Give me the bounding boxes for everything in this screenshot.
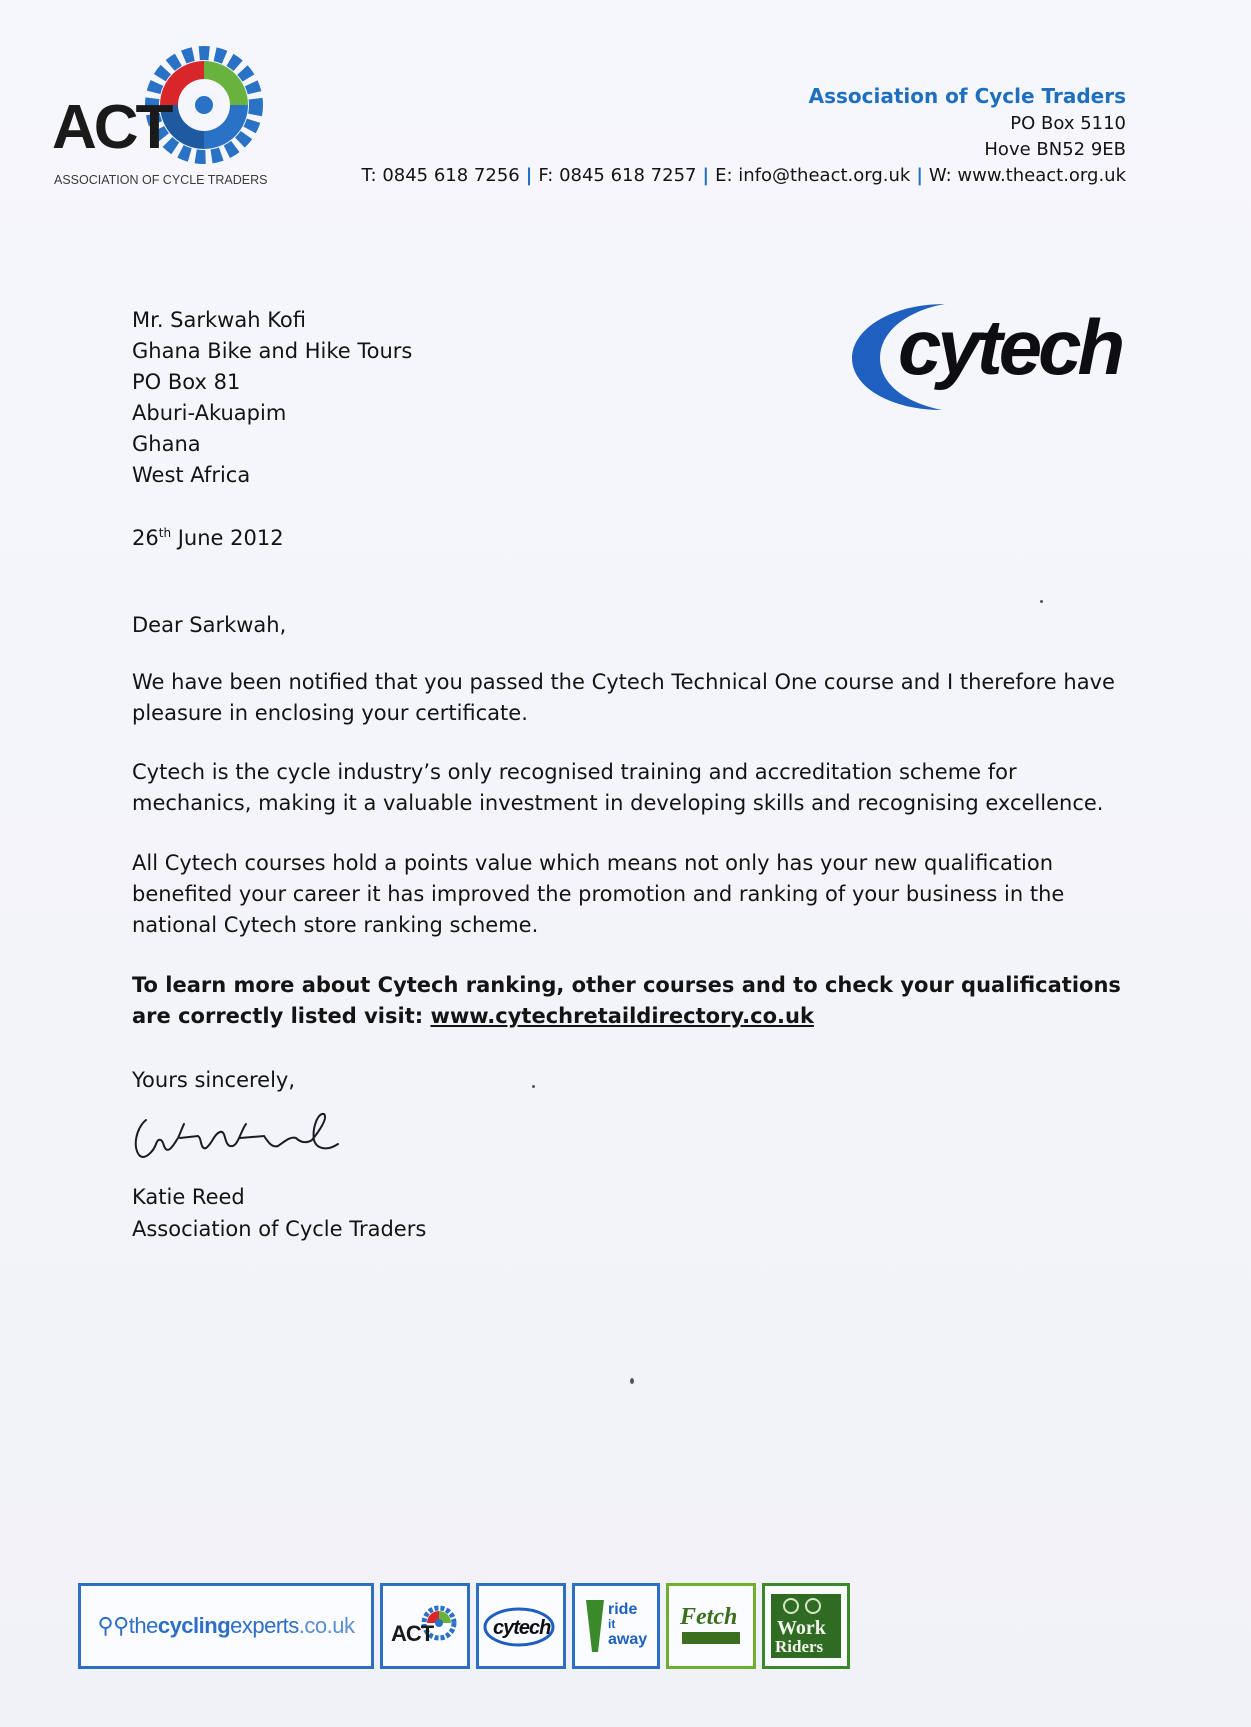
signature bbox=[128, 1108, 358, 1168]
fetch-text: Fetch bbox=[680, 1604, 738, 1630]
date-suffix: th bbox=[158, 526, 172, 540]
header-city: Hove BN52 9EB bbox=[984, 139, 1126, 160]
header-telephone: T: 0845 618 7256 bbox=[361, 165, 520, 186]
ride-it-away-icon bbox=[578, 1594, 654, 1658]
date-day: 26 bbox=[132, 526, 159, 550]
paragraph-4-text: To learn more about Cytech ranking, other courses and to check your qualifications are correctly listed visit: bbox=[132, 973, 1121, 1028]
footer-cycling-experts-logo[interactable] bbox=[78, 1583, 374, 1669]
header-web[interactable]: W: www.theact.org.uk bbox=[928, 165, 1126, 186]
header-contact-line bbox=[362, 163, 1126, 189]
header-fax: F: 0845 618 7257 bbox=[538, 165, 697, 186]
paragraph-4 bbox=[132, 970, 1132, 1032]
recipient-name: Mr. Sarkwah Kofi bbox=[132, 308, 306, 332]
closing: Yours sincerely, bbox=[132, 1068, 296, 1092]
signer-org: Association of Cycle Traders bbox=[132, 1217, 427, 1241]
signer-block bbox=[132, 1182, 426, 1246]
header-po-box: PO Box 5110 bbox=[1010, 113, 1126, 134]
separator: | bbox=[702, 165, 710, 186]
date-rest: June 2012 bbox=[177, 526, 284, 550]
experts-suffix: experts bbox=[230, 1613, 299, 1638]
letter-date bbox=[132, 518, 284, 554]
scan-speck bbox=[1040, 600, 1043, 603]
recipient-company: Ghana Bike and Hike Tours bbox=[132, 339, 413, 363]
experts-bold: cycling bbox=[157, 1613, 231, 1638]
cytech-small-logo bbox=[481, 1601, 561, 1651]
scan-speck bbox=[532, 1085, 535, 1088]
cytech-small-text: cytech bbox=[493, 1617, 551, 1639]
signer-name: Katie Reed bbox=[132, 1185, 245, 1209]
paragraph-3: All Cytech courses hold a points value which means not only has your new qualification benefited your career it has improved the promotion and ranking of your business in the national Cytech store ranking scheme. bbox=[132, 851, 1065, 937]
riders-text: Riders bbox=[775, 1637, 824, 1656]
it-text: it bbox=[608, 1617, 616, 1631]
separator: | bbox=[916, 165, 923, 186]
fetch-icon bbox=[672, 1594, 750, 1658]
recipient-town: Aburi-Akuapim bbox=[132, 401, 287, 425]
scan-speck bbox=[630, 1378, 634, 1384]
directory-link[interactable]: www.cytechretaildirectory.co.uk bbox=[430, 1004, 814, 1028]
work-text: Work bbox=[777, 1617, 826, 1639]
recipient-region: West Africa bbox=[132, 463, 251, 487]
away-text: away bbox=[608, 1631, 648, 1648]
act-logo-text: ACT bbox=[52, 93, 171, 162]
recipient-country: Ghana bbox=[132, 432, 201, 456]
footer-act-logo[interactable] bbox=[380, 1583, 470, 1669]
act-logo-subtitle: ASSOCIATION OF CYCLE TRADERS bbox=[54, 173, 268, 187]
act-small-text: ACT bbox=[391, 1621, 434, 1646]
experts-domain: .co.uk bbox=[298, 1613, 355, 1638]
cycling-experts-text bbox=[98, 1613, 355, 1639]
recipient-address bbox=[132, 305, 412, 491]
bike-icon: ⚲⚲ bbox=[97, 1613, 129, 1638]
footer-ride-it-away-logo[interactable] bbox=[572, 1583, 660, 1669]
act-logo bbox=[52, 40, 282, 190]
paragraph-1: We have been notified that you passed the Cytech Technical One course and I therefore have pleasure in enclosing your certificate. bbox=[132, 670, 1115, 725]
experts-prefix: the bbox=[128, 1613, 158, 1638]
act-small-logo bbox=[387, 1601, 463, 1651]
separator: | bbox=[525, 165, 533, 186]
footer-work-riders-logo[interactable] bbox=[762, 1583, 850, 1669]
ride-text: ride bbox=[608, 1601, 638, 1618]
salutation: Dear Sarkwah, bbox=[132, 613, 287, 637]
footer-fetch-logo[interactable] bbox=[666, 1583, 756, 1669]
footer-cytech-logo[interactable] bbox=[476, 1583, 566, 1669]
cytech-logo-text: cytech bbox=[898, 303, 1122, 391]
recipient-box: PO Box 81 bbox=[132, 370, 241, 394]
header-org-name: Association of Cycle Traders bbox=[808, 84, 1126, 108]
work-riders-icon bbox=[767, 1590, 845, 1662]
cytech-logo bbox=[850, 296, 1180, 416]
paragraph-2: Cytech is the cycle industry’s only recognised training and accreditation scheme for mechanics, making it a valuable investment in developing skills and recognising excellence. bbox=[132, 760, 1104, 815]
header-email[interactable]: E: info@theact.org.uk bbox=[715, 165, 911, 186]
